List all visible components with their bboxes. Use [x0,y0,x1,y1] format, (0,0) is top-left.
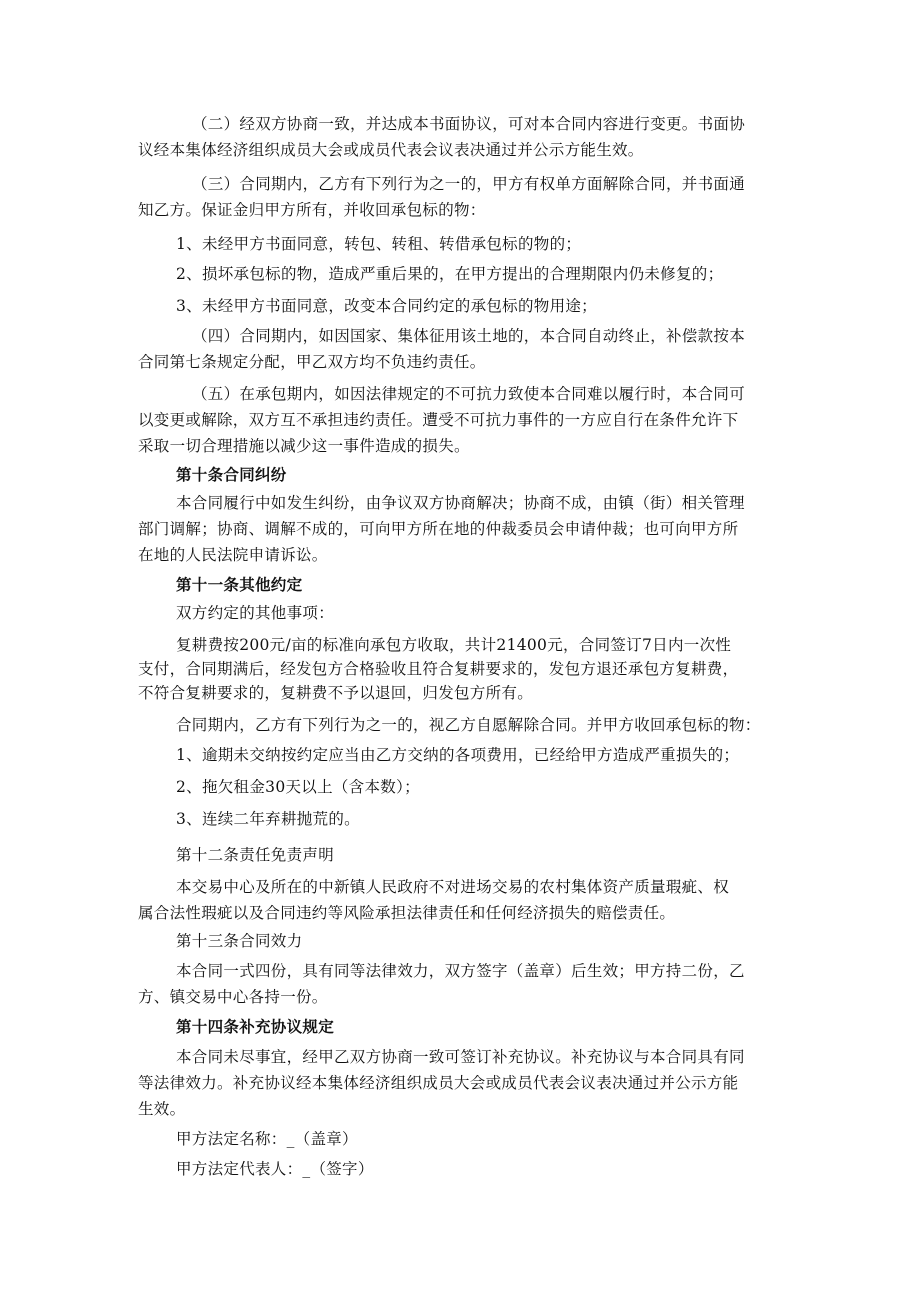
text-line: 本合同未尽事宜，经甲乙双方协商一致可签订补充协议。补充协议与本合同具有同 [176,1048,745,1066]
text-line: 方、镇交易中心各持一份。 [138,988,328,1006]
text-line: 生效。 [138,1100,186,1118]
text-line: （三）合同期内，乙方有下列行为之一的，甲方有权单方面解除合同，并书面通 [192,175,746,193]
heading-text: 第十四条补充协议规定 [176,1017,335,1036]
text-line: 甲方法定代表人：_（签字） [176,1160,374,1178]
text-line: 复耕费按200元/亩的标准向承包方收取，共计21400元，合同签订7日内一次性 [176,636,732,654]
heading-text: 第十二条责任免责声明 [176,846,335,864]
heading-text: 第十一条其他约定 [176,575,303,594]
text-line: 合同期内，乙方有下列行为之一的，视乙方自愿解除合同。并甲方收回承包标的物： [176,716,761,734]
text-line: 支付，合同期满后，经发包方合格验收且符合复耕要求的，发包方退还承包方复耕费， [138,660,739,678]
text-line: 合同第七条规定分配，甲乙双方均不负违约责任。 [138,353,486,371]
text-line: 本合同履行中如发生纠纷，由争议双方协商解决；协商不成，由镇（街）相关管理 [176,494,745,512]
text-line: 1、未经甲方书面同意，转包、转租、转借承包标的物的； [176,235,582,253]
text-line: 在地的人民法院申请诉讼。 [138,546,328,564]
text-line: （五）在承包期内，如因法律规定的不可抗力致使本合同难以履行时，本合同可 [192,385,746,403]
text-line: 2、拖欠租金30天以上（含本数）； [176,778,420,796]
text-line: 本交易中心及所在的中新镇人民政府不对进场交易的农村集体资产质量瑕疵、权 [176,878,730,896]
text-line: 不符合复耕要求的，复耕费不予以退回，归发包方所有。 [138,684,534,702]
text-line: 2、损坏承包标的物，造成严重后果的，在甲方提出的合理期限内仍未修复的； [176,265,724,283]
text-line: 等法律效力。补充协议经本集体经济组织成员大会或成员代表会议表决通过并公示方能 [138,1074,739,1092]
text-line: 议经本集体经济组织成员大会或成员代表会议表决通过并公示方能生效。 [138,141,644,159]
text-line: 采取一切合理措施以减少这一事件造成的损失。 [138,437,470,455]
heading-text: 第十条合同纠纷 [176,465,287,484]
text-line: 3、未经甲方书面同意，改变本合同约定的承包标的物用途； [176,297,597,315]
text-line: 1、逾期未交纳按约定应当由乙方交纳的各项费用，已经给甲方造成严重损失的； [176,746,740,764]
text-line: 双方约定的其他事项： [176,604,335,622]
text-line: 以变更或解除，双方互不承担违约责任。遭受不可抗力事件的一方应自行在条件允许下 [138,411,739,429]
text-line: 3、连续二年弃耕抛荒的。 [176,810,360,828]
text-line: 属合法性瑕疵以及合同违约等风险承担法律责任和任何经济损失的赔偿责任。 [138,904,676,922]
text-line: 本合同一式四份，具有同等法律效力，双方签字（盖章）后生效；甲方持二份，乙 [176,962,745,980]
text-line: （四）合同期内，如因国家、集体征用该土地的，本合同自动终止，补偿款按本 [192,327,746,345]
heading-text: 第十三条合同效力 [176,932,303,950]
text-line: 甲方法定名称：_（盖章） [176,1130,358,1148]
text-line: 知乙方。保证金归甲方所有，并收回承包标的物： [138,201,486,219]
text-line: 部门调解；协商、调解不成的，可向甲方所在地的仲裁委员会申请仲裁；也可向甲方所 [138,520,739,538]
text-line: （二）经双方协商一致，并达成本书面协议，可对本合同内容进行变更。书面协 [192,115,746,133]
